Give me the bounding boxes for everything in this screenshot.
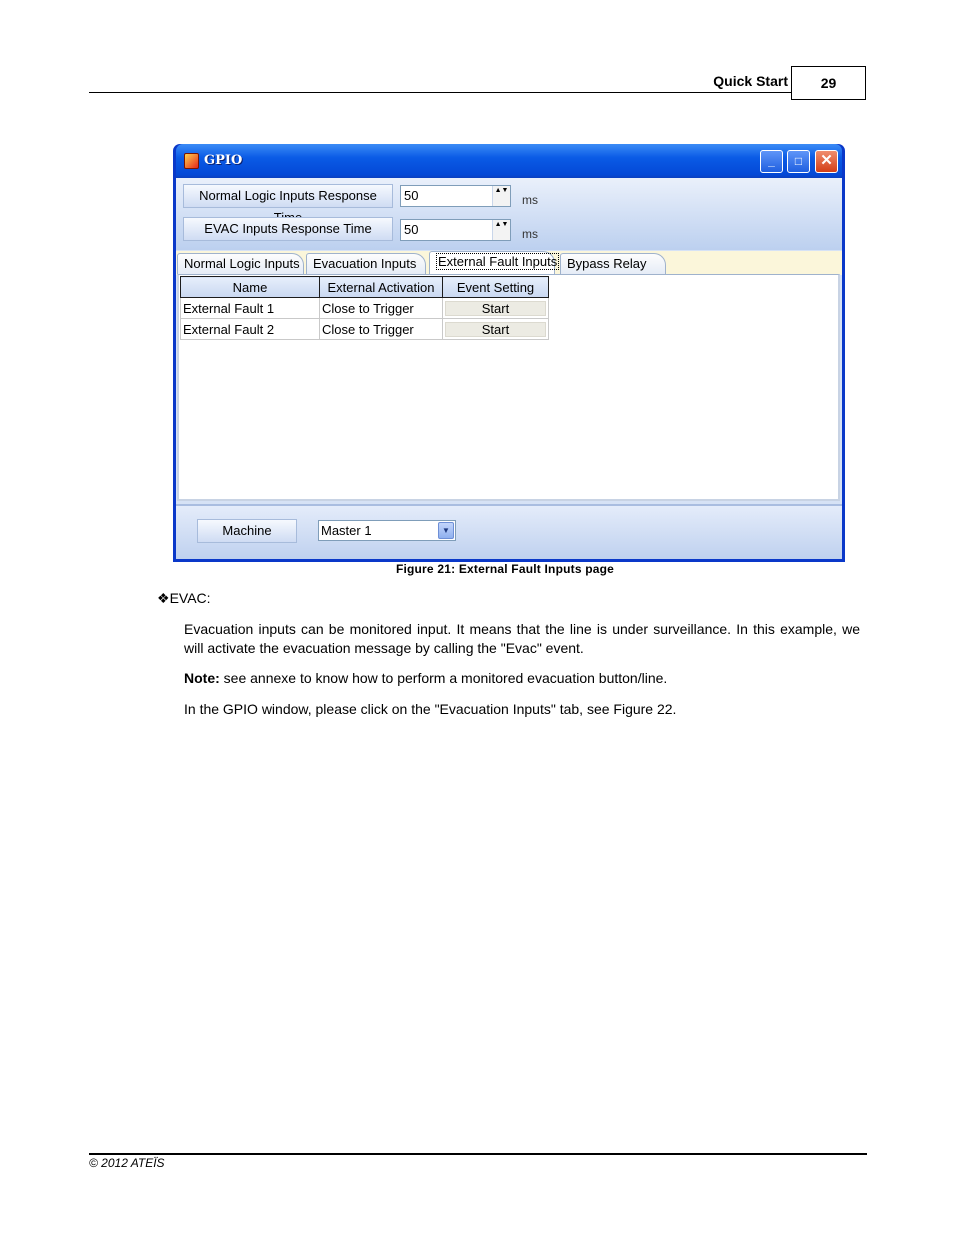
app-icon [184,153,199,169]
machine-select[interactable] [318,520,456,541]
external-activation-cell[interactable]: Close to Trigger [320,319,443,340]
evac-heading: EVAC: [169,590,211,606]
tab-external-fault-inputs-label: External Fault Inputs [438,254,558,269]
column-header-name[interactable]: Name [181,277,320,298]
chevron-down-icon[interactable]: ▼ [438,522,454,539]
minimize-button[interactable]: _ [760,150,783,173]
machine-label: Machine [197,519,297,543]
fault-name-cell[interactable]: External Fault 1 [181,298,320,319]
footer-copyright: © 2012 ATEÏS [89,1156,165,1170]
window-client [176,178,842,559]
figure-caption: Figure 21: External Fault Inputs page [395,562,615,576]
evac-response-label: EVAC Inputs Response Time [183,217,393,241]
tab-strip [176,251,842,275]
table-row[interactable] [181,319,549,340]
external-fault-tab-page [177,274,840,501]
spin-arrows-icon[interactable]: ▲▼ [492,220,510,240]
footer-rule [89,1153,867,1155]
maximize-button[interactable]: □ [787,150,810,173]
event-setting-cell[interactable] [443,319,549,340]
event-setting-cell[interactable] [443,298,549,319]
external-fault-table [180,276,549,340]
start-button[interactable]: Start [445,301,546,316]
evac-bullet [157,590,211,607]
section-title: Quick Start [713,73,788,89]
normal-logic-unit: ms [522,193,538,207]
start-button[interactable]: Start [445,322,546,337]
column-header-external-activation[interactable]: External Activation [320,277,443,298]
tab-external-fault-inputs[interactable] [429,251,558,275]
window-title: GPIO [204,153,243,168]
machine-select-value: Master 1 [321,523,372,538]
instruction-paragraph: In the GPIO window, please click on the "Evacuation Inputs" tab, see Figure 22. [184,701,677,717]
evacuation-paragraph: Evacuation inputs can be monitored input. It means that the line is under surveillance. In this example, we will activate the evacuation message by calling the "Evac" event. [184,621,860,656]
response-time-panel [176,178,842,250]
tab-normal-logic-inputs[interactable]: Normal Logic Inputs [177,253,304,275]
evac-response-input[interactable] [400,219,511,241]
page-number: 29 [791,66,866,100]
tab-evacuation-inputs[interactable]: Evacuation Inputs [306,253,426,275]
external-activation-cell[interactable]: Close to Trigger [320,298,443,319]
fault-name-cell[interactable]: External Fault 2 [181,319,320,340]
normal-logic-response-value: 50 [404,188,419,203]
evac-response-value: 50 [404,222,419,237]
normal-logic-response-input[interactable] [400,185,511,207]
tab-bypass-relay[interactable]: Bypass Relay [560,253,666,275]
machine-panel [176,504,842,559]
diamond-bullet-icon: ❖ [157,590,170,606]
table-row[interactable] [181,298,549,319]
note-label: Note: [184,670,220,686]
header-rule [89,92,791,93]
evac-unit: ms [522,227,538,241]
gpio-window [173,144,845,562]
note-paragraph [184,669,860,688]
normal-logic-response-label: Normal Logic Inputs Response [183,184,393,208]
note-text: see annexe to know how to perform a monitored evacuation button/line. [219,670,668,686]
window-titlebar[interactable] [176,144,842,178]
column-header-event-setting[interactable]: Event Setting [443,277,549,298]
spin-arrows-icon[interactable]: ▲▼ [492,186,510,206]
close-button[interactable]: ✕ [815,150,838,173]
